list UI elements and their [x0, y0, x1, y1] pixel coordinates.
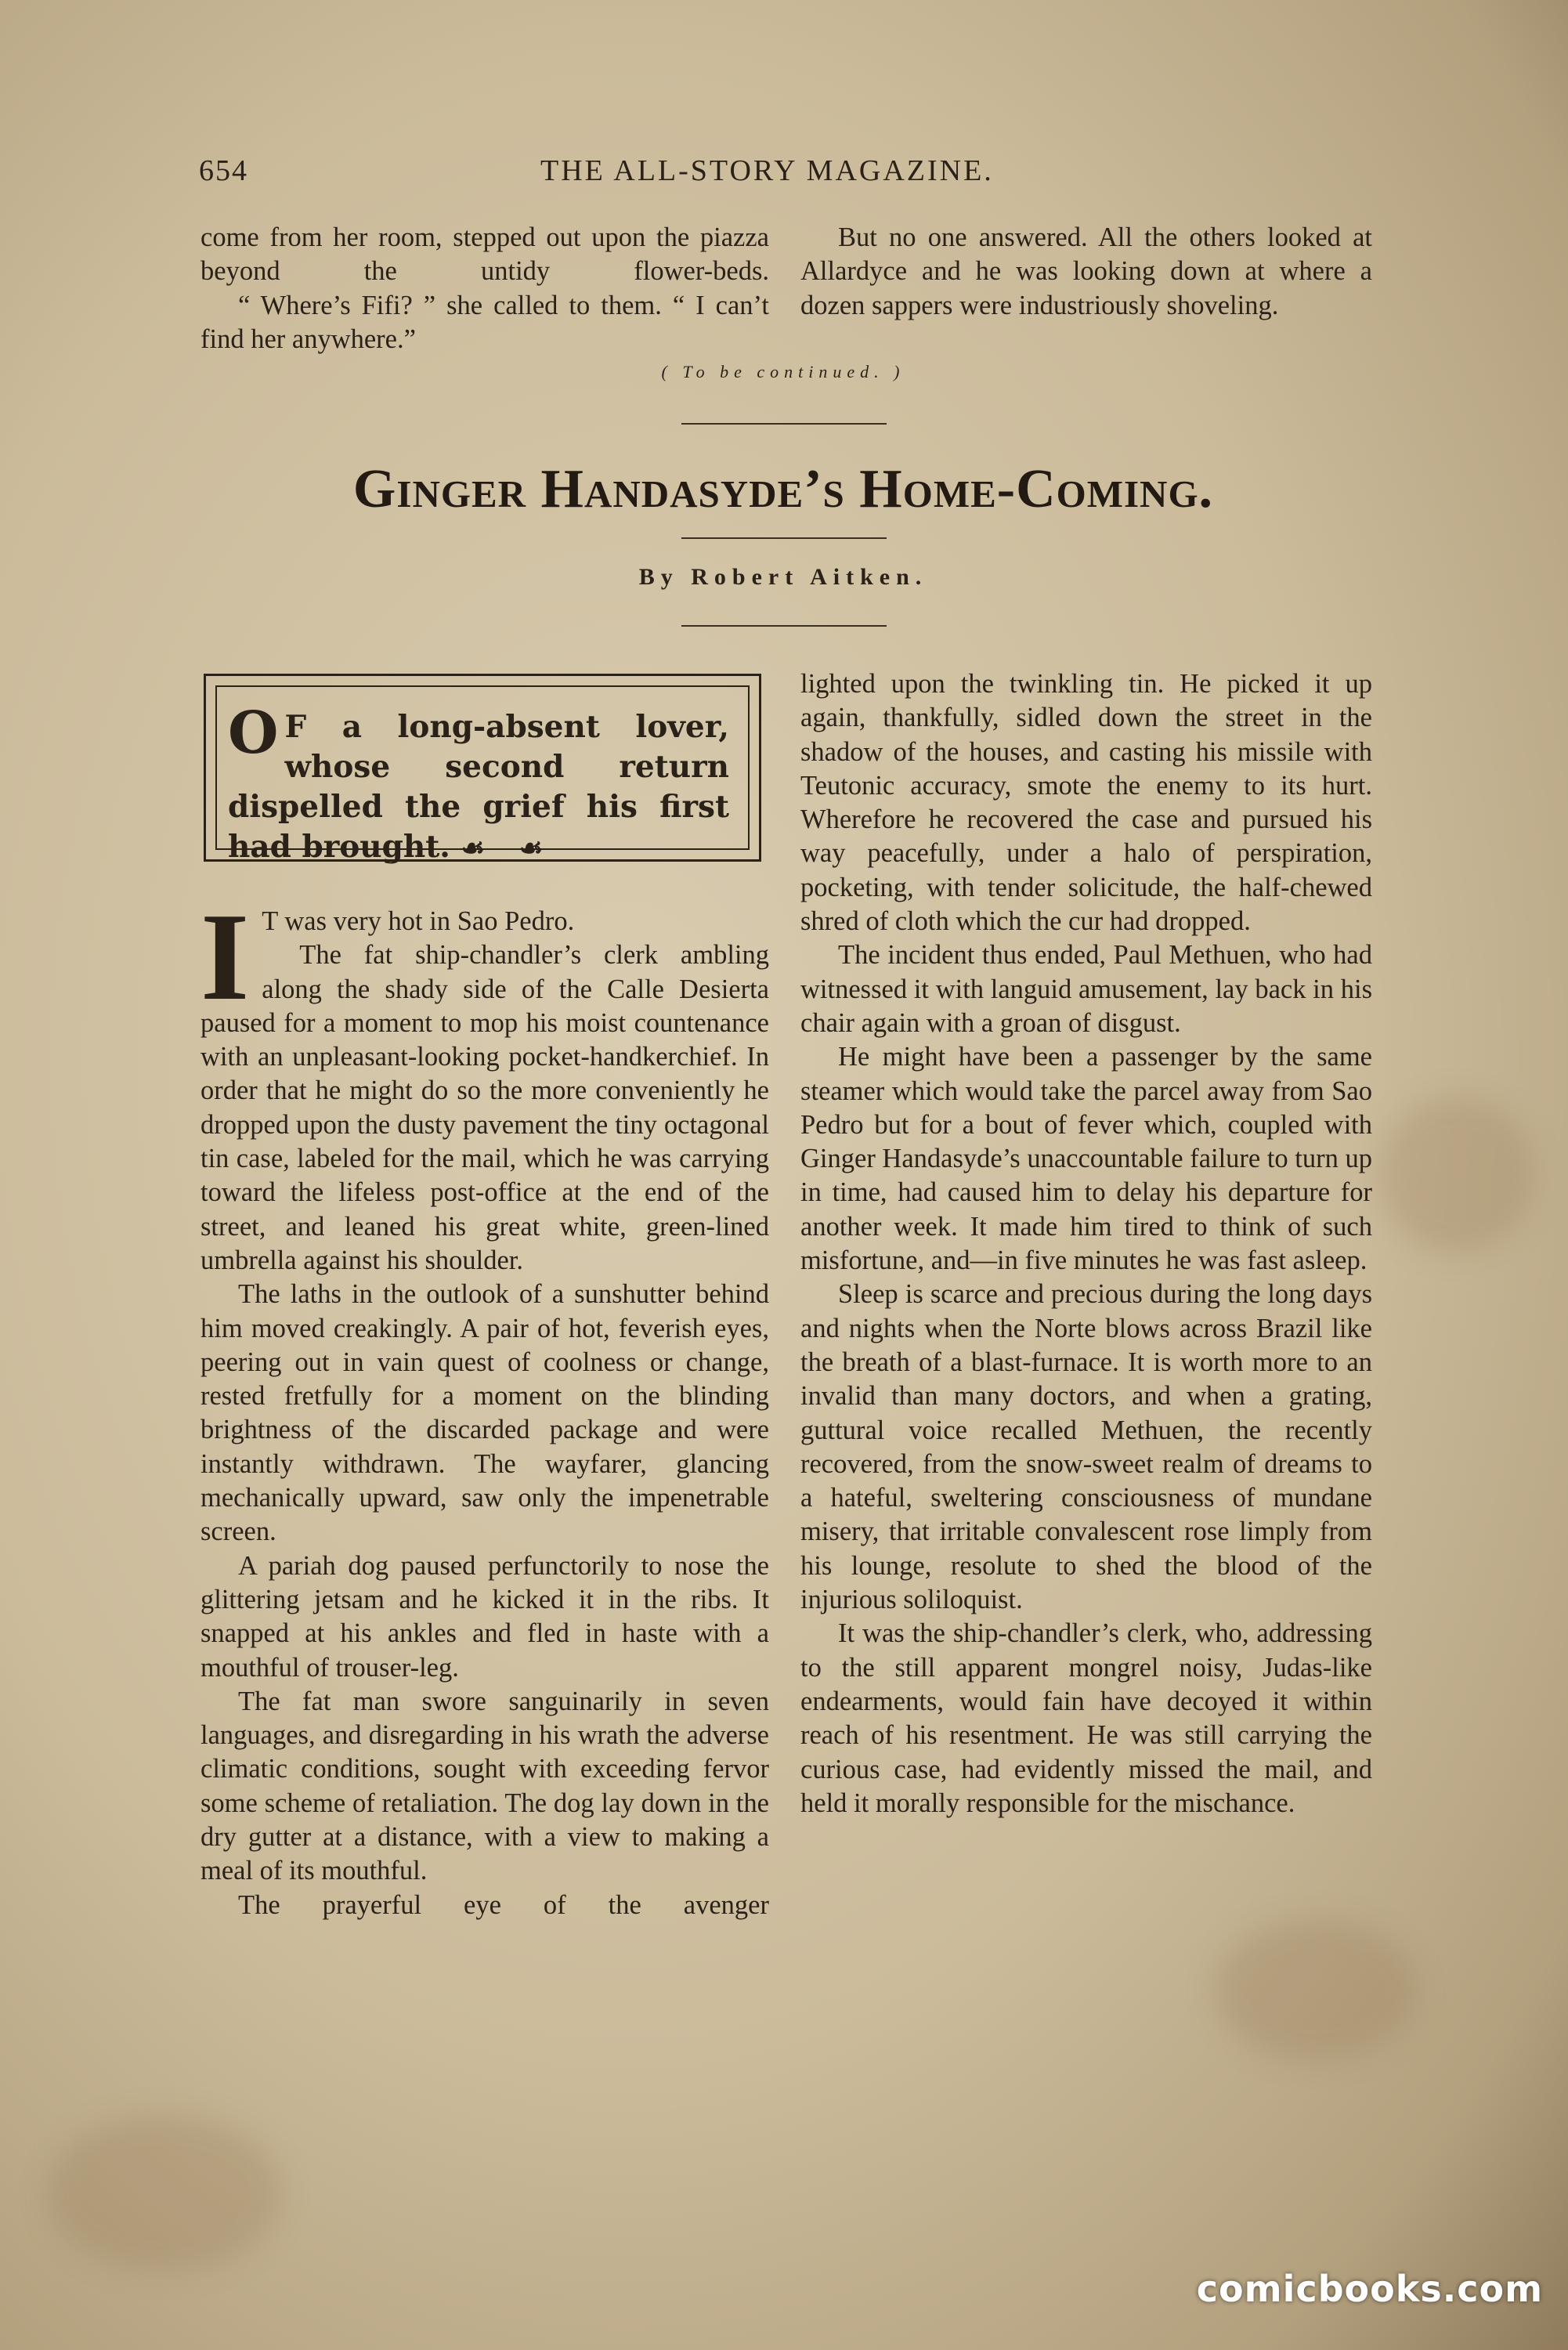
blurb-initial: O [228, 700, 279, 767]
site-watermark: comicbooks.com [1196, 2268, 1543, 2310]
paragraph: But no one answered. All the others looked at Allardyce and he was looking down at where a dozen sappers were industriously shoveling. [800, 222, 1372, 320]
story-left-column [201, 887, 769, 1922]
drop-cap: I [201, 887, 250, 1026]
title-underline [681, 537, 887, 539]
paragraph: Sleep is scarce and precious during the long days and nights when the Norte blows across Brazil like the breath of a blast-furnace. It is worth more to an invalid than many doctors, and when a grating, guttural voice recalled Methuen, the recently recovered, from the snow-sweet realm of dreams to a hateful, sweltering consciousness of mundane misery, that irritable convalescent rose limply from his lounge, resolute to shed the blood of the injurious soliloquist. [800, 1279, 1372, 1615]
paragraph: The fat man swore sanguinarily in seven languages, and disregarding in his wrath the adverse climatic conditions, sought with exceeding fervor some scheme of retaliation. The dog lay down in the dry gutter at a distance, with a view to making a meal of its mouthful. [201, 1686, 769, 1886]
story-title: Ginger Handasyde’s Home-Coming. [352, 459, 1214, 519]
paragraph: A pariah dog paused perfunctorily to nose the glittering jetsam and he kicked it in the ribs. It snapped at his ankles and fled in haste with a mouthful of trouser-leg. [201, 1550, 769, 1683]
paragraph: “ Where’s Fifi? ” she called to them. “ I can’t find her anywhere.” [201, 290, 769, 354]
story-blurb-box [204, 674, 761, 865]
page-number: 654 [199, 154, 248, 187]
magazine-title: THE ALL-STORY MAGAZINE. [540, 154, 994, 187]
story-blurb [228, 700, 729, 869]
blurb-text: F a long-absent lover, whose second return dispelled the grief his first had brought. [228, 709, 729, 865]
paragraph: The laths in the outlook of a sunshutter behind him moved creakingly. A pair of hot, feverish eyes, peering out in vain quest of coolness or change, rested fretfully for a moment on the blinding brightness of the discarded package and were instantly withdrawn. The wayfarer, glancing mechanically upward, saw only the impenetrable screen. [201, 1279, 769, 1547]
paragraph: He might have been a passenger by the same steamer which would take the parcel away from Sao Pedro but for a bout of fever which, coupled with Ginger Handasyde’s unaccountable failure to turn up in time, had caused him to delay his departure for another week. It made him tired to think of such misfortune, and—in five minutes he was fast asleep. [800, 1042, 1373, 1276]
paragraph: come from her room, stepped out upon the piazza beyond the untidy flower-beds. [201, 222, 769, 287]
previous-story-left-column [201, 221, 769, 356]
previous-story-right-column [800, 221, 1372, 323]
to-be-continued-note: ( To be continued. ) [661, 362, 905, 381]
page-stain [47, 2115, 282, 2272]
page-stain [1378, 1097, 1535, 1253]
section-divider [681, 423, 887, 425]
byline-underline [681, 625, 887, 627]
story-right-column [800, 667, 1372, 1820]
paragraph: lighted upon the twinkling tin. He picked it up again, thankfully, sidled down the street in the shadow of the houses, and casting his missile with Teutonic accuracy, smote the enemy to its hurt. Wherefore he recovered the case and pursued his way peacefully, under a halo of perspiration, pocketing, with tender solicitude, the half-chewed shred of cloth which the cur had dropped. [800, 669, 1372, 937]
paragraph: The incident thus ended, Paul Methuen, who had witnessed it with languid amusement, lay back in his chair again with a groan of disgust. [800, 940, 1372, 1038]
fleuron-ornament-icon: ☙ ☙ [461, 833, 556, 864]
byline: By Robert Aitken. [638, 564, 928, 590]
paragraph: T was very hot in Sao Pedro. [262, 906, 575, 936]
page-stain [1214, 1919, 1418, 2060]
paragraph: The prayerful eye of the avenger [238, 1889, 769, 1920]
paragraph: The fat ship-chandler’s clerk ambling along the shady side of the Calle Desierta paused for a moment to mop his moist countenance with an unpleasant-looking pocket-handkerchief. In order that he might do so the more conveniently he dropped upon the dusty pavement the tiny octagonal tin case, labeled for the mail, which he was carrying toward the lifeless post-office at the end of the street, and leaned his great white, green-lined umbrella against his shoulder. [201, 940, 769, 1275]
paragraph: It was the ship-chandler’s clerk, who, addressing to the still apparent mongrel noisy, Judas-like endearments, would fain have decoyed it within reach of his resentment. He was still carrying the curious case, had evidently missed the mail, and held it morally responsible for the mischance. [800, 1618, 1372, 1818]
